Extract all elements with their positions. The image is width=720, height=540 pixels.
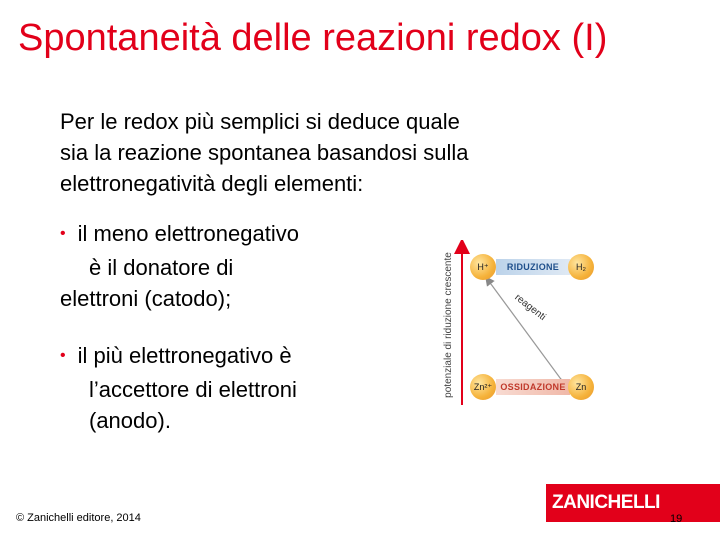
slide-title: Spontaneità delle reazioni redox (I) bbox=[18, 17, 608, 59]
bullet-text: elettroni (catodo); bbox=[60, 286, 232, 311]
bullet-item-donor bbox=[60, 218, 299, 314]
bullet-item-acceptor bbox=[60, 340, 297, 436]
species-circle-zn: Zn bbox=[568, 374, 594, 400]
diagonal-arrow bbox=[488, 280, 563, 382]
intro-line: Per le redox più semplici si deduce quale bbox=[60, 109, 460, 134]
bullet-text: (anodo). bbox=[89, 408, 171, 433]
redox-diagram bbox=[438, 240, 610, 410]
bullet-text: il più elettronegativo è bbox=[77, 343, 292, 368]
page-number: 19 bbox=[670, 513, 683, 525]
reagents-label: reagenti bbox=[512, 292, 548, 323]
intro-line: elettronegatività degli elementi: bbox=[60, 171, 364, 196]
copyright-text: © Zanichelli editore, 2014 bbox=[16, 512, 141, 524]
vertical-axis-label: potenziale di riduzione crescente bbox=[443, 252, 454, 398]
bullet-text: l’accettore di elettroni bbox=[89, 377, 297, 402]
bullet-dot-icon: • bbox=[60, 225, 66, 242]
bullet-dot-icon: • bbox=[60, 347, 66, 364]
species-circle-zn2-plus: Zn²⁺ bbox=[470, 374, 496, 400]
reduction-band: RIDUZIONE bbox=[496, 259, 570, 275]
intro-paragraph bbox=[60, 106, 620, 199]
bullet-text: è il donatore di bbox=[89, 255, 234, 280]
species-circle-h2: H₂ bbox=[568, 254, 594, 280]
bullet-text: il meno elettronegativo bbox=[77, 221, 299, 246]
intro-line: sia la reazione spontanea basandosi sulla bbox=[60, 140, 469, 165]
oxidation-band: OSSIDAZIONE bbox=[496, 379, 570, 395]
publisher-logo: ZANICHELLI bbox=[546, 484, 720, 522]
species-circle-h-plus: H⁺ bbox=[470, 254, 496, 280]
